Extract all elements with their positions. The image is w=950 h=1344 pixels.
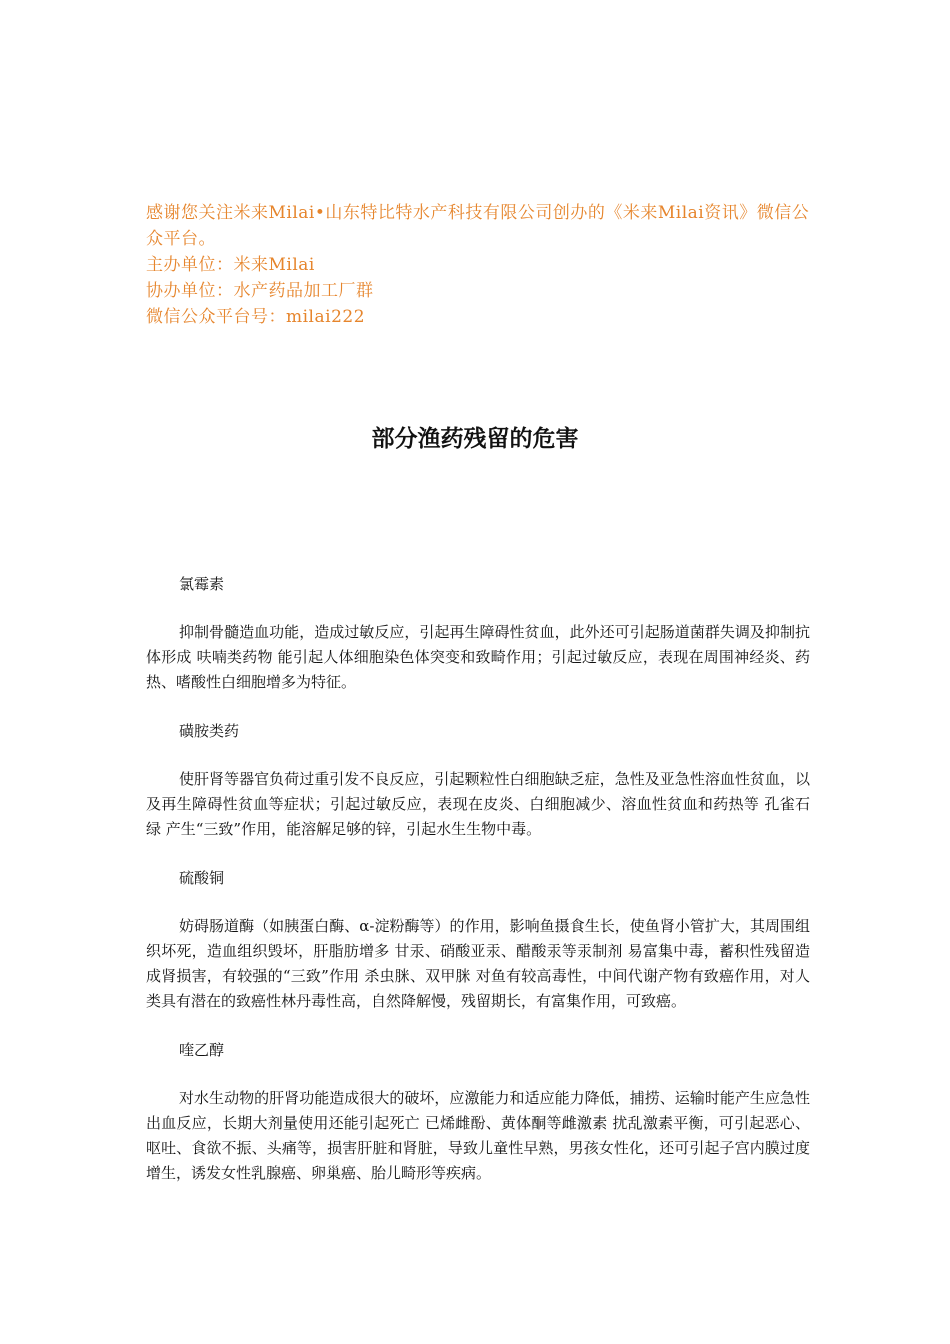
document-body (146, 572, 810, 1186)
section-heading-copper-sulfate: 硫酸铜 (179, 869, 225, 887)
section-body-olaquindox: 对水生动物的肝肾功能造成很大的破坏，应激能力和适应能力降低，捕捞、运输时能产生应急性出血反应，长期大剂量使用还能引起死亡 已烯雌酚、黄体酮等雌激素 扰乱激素平衡，可引起恶心、呕吐、食欲不振、头痛等，损害肝脏和肾脏，导致儿童性早熟，男孩女性化，还可引起子宫内膜过度增生，诱发女性乳腺癌、卵巢癌、胎儿畸形等疾病。 (146, 1089, 810, 1182)
section-body-copper-sulfate: 妨碍肠道酶（如胰蛋白酶、α-淀粉酶等）的作用，影响鱼摄食生长，使鱼肾小管扩大，其周围组织坏死，造血组织毁坏，肝脂肪增多 甘汞、硝酸亚汞、醋酸汞等汞制剂 易富集中毒，蓄积性残留造成肾损害，有较强的“三致”作用 杀虫脒、双甲脒 对鱼有较高毒性，中间代谢产物有致癌作用，对人类具有潜在的致癌性林丹毒性高，自然降解慢，残留期长，有富集作用，可致癌。 (146, 917, 810, 1010)
section-heading-chloramphenicol: 氯霉素 (179, 575, 225, 593)
document-title: 部分渔药残留的危害 (371, 426, 579, 453)
intro-line-co-host: 协办单位：水产药品加工厂群 (146, 281, 374, 301)
intro-line-host: 主办单位：米来Milai (146, 255, 315, 275)
section-heading-olaquindox: 喹乙醇 (179, 1041, 225, 1059)
section-body-sulfonamides: 使肝肾等器官负荷过重引发不良反应，引起颗粒性白细胞缺乏症，急性及亚急性溶血性贫血，以及再生障碍性贫血等症状；引起过敏反应，表现在皮炎、白细胞减少、溶血性贫血和药热等 孔雀石绿 产生“三致”作用，能溶解足够的锌，引起水生生物中毒。 (146, 770, 810, 838)
intro-line-thanks: 感谢您关注米来Milai•山东特比特水产科技有限公司创办的《米来Milai资讯》微信公众平台。 (146, 203, 810, 249)
section-heading-sulfonamides: 磺胺类药 (179, 722, 240, 740)
intro-line-wechat-id: 微信公众平台号：milai222 (146, 307, 366, 327)
intro-block (146, 200, 816, 330)
section-body-chloramphenicol: 抑制骨髓造血功能，造成过敏反应，引起再生障碍性贫血，此外还可引起肠道菌群失调及抑制抗体形成 呋喃类药物 能引起人体细胞染色体突变和致畸作用；引起过敏反应，表现在周围神经炎、药热、嗜酸性白细胞增多为特征。 (146, 623, 810, 691)
